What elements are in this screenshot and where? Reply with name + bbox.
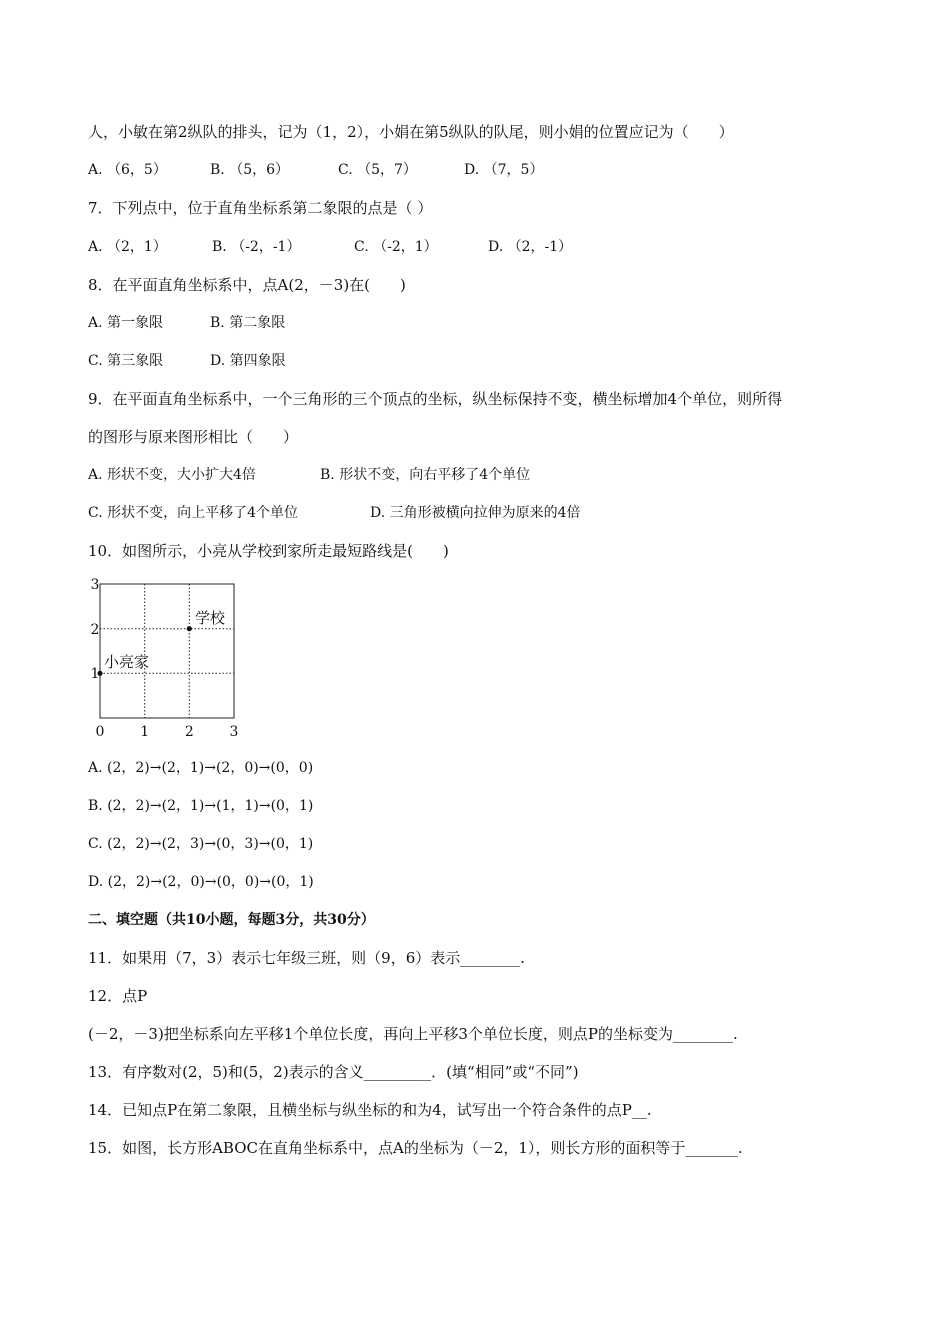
q6-option-a: A. （6，5） bbox=[88, 162, 167, 178]
school-label: 学校 bbox=[195, 609, 226, 627]
q8-stem: 8．在平面直角坐标系中，点A(2，－3)在( ) bbox=[88, 276, 406, 294]
home-label: 小亮家 bbox=[104, 653, 150, 671]
q6-stem: 人，小敏在第2纵队的排头，记为（1，2），小娟在第5纵队的队尾，则小娟的位置应记为（ ） bbox=[88, 123, 734, 141]
q8-option-d: D. 第四象限 bbox=[210, 353, 286, 369]
q9-option-c: C. 形状不变，向上平移了4个单位 bbox=[88, 505, 299, 521]
q9-stem-line2: 的图形与原来图形相比（ ） bbox=[88, 428, 299, 446]
q10-option-a: A. (2，2)→(2，1)→(2，0)→(0，0) bbox=[88, 760, 314, 776]
x-tick-label: 3 bbox=[229, 724, 239, 740]
q7-option-c: C. （-2，1） bbox=[354, 239, 438, 255]
q8-option-c: C. 第三象限 bbox=[88, 353, 164, 369]
q13-text: 13．有序数对(2，5)和(5，2)表示的含义_________．(填“相同”或“不同”) bbox=[88, 1063, 579, 1081]
q11-text: 11．如果用（7，3）表示七年级三班，则（9，6）表示________. bbox=[88, 949, 526, 967]
q7-option-b: B. （-2，-1） bbox=[212, 239, 301, 255]
q10-option-d: D. (2，2)→(2，0)→(0，0)→(0，1) bbox=[88, 874, 314, 890]
x-tick-label: 2 bbox=[184, 724, 194, 740]
y-tick-label: 1 bbox=[90, 666, 100, 682]
q9-option-b: B. 形状不变，向右平移了4个单位 bbox=[320, 467, 531, 483]
q9-option-a: A. 形状不变，大小扩大4倍 bbox=[88, 467, 256, 483]
q6-option-d: D. （7，5） bbox=[464, 162, 544, 178]
q10-stem: 10．如图所示，小亮从学校到家所走最短路线是( ) bbox=[88, 542, 449, 560]
q7-stem: 7．下列点中，位于直角坐标系第二象限的点是（ ） bbox=[88, 199, 433, 217]
q8-option-a: A. 第一象限 bbox=[88, 315, 164, 331]
x-tick-label: 0 bbox=[95, 724, 105, 740]
q10-option-b: B. (2，2)→(2，1)→(1，1)→(0，1) bbox=[88, 798, 314, 814]
q10-coordinate-grid-figure bbox=[86, 574, 246, 744]
q15-text: 15．如图，长方形ABOC在直角坐标系中，点A的坐标为（－2，1），则长方形的面积等于_______. bbox=[88, 1139, 743, 1157]
q9-option-d: D. 三角形被横向拉伸为原来的4倍 bbox=[370, 505, 581, 521]
q7-option-d: D. （2，-1） bbox=[488, 239, 573, 255]
q12-line2: (－2，－3)把坐标系向左平移1个单位长度，再向上平移3个单位长度，则点P的坐标变为________. bbox=[88, 1025, 738, 1043]
grid-frame bbox=[100, 584, 234, 718]
x-tick-label: 1 bbox=[140, 724, 150, 740]
q8-option-b: B. 第二象限 bbox=[210, 315, 286, 331]
q12-line1: 12．点P bbox=[88, 987, 148, 1005]
section-heading: 二、填空题（共10小题，每题3分，共30分） bbox=[88, 912, 375, 928]
q10-option-c: C. (2，2)→(2，3)→(0，3)→(0，1) bbox=[88, 836, 314, 852]
q14-text: 14．已知点P在第二象限，且横坐标与纵坐标的和为4，试写出一个符合条件的点P__. bbox=[88, 1101, 652, 1119]
y-tick-label: 2 bbox=[90, 622, 100, 638]
q9-stem-line1: 9．在平面直角坐标系中，一个三角形的三个顶点的坐标，纵坐标保持不变，横坐标增加4个单位，则所得 bbox=[88, 390, 783, 408]
q6-option-c: C. （5，7） bbox=[338, 162, 417, 178]
grid-svg bbox=[86, 574, 246, 744]
y-tick-label: 3 bbox=[90, 577, 100, 593]
q7-option-a: A. （2，1） bbox=[88, 239, 167, 255]
school-point bbox=[187, 626, 192, 631]
q6-option-b: B. （5，6） bbox=[210, 162, 290, 178]
